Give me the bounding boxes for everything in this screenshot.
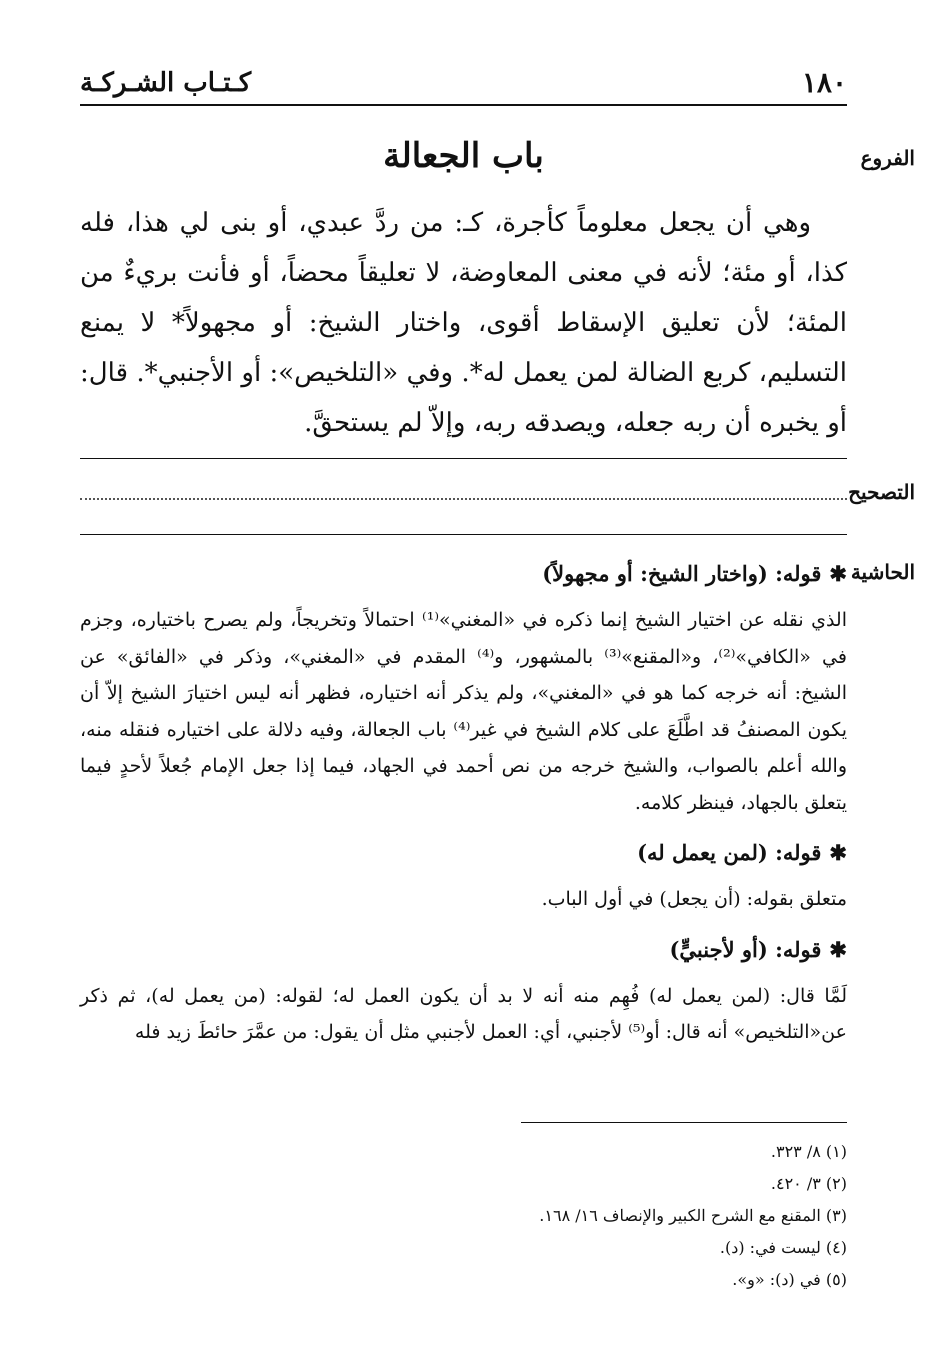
footnote: (٥) في (د): «و». bbox=[732, 1270, 847, 1289]
gloss-heading: قوله: (واختار الشيخ: أو مجهولاً) bbox=[542, 561, 822, 586]
page-number: ١٨٠ bbox=[801, 66, 847, 99]
footnote: (٤) ليست في: (د). bbox=[719, 1238, 847, 1257]
book-title: كـتـاب الشـركـة bbox=[80, 68, 252, 98]
asterisk-icon: ✱ bbox=[829, 561, 847, 586]
gloss-heading: قوله: (أو لأجنبيٍّ) bbox=[669, 936, 822, 962]
label-furu: الفروع bbox=[860, 146, 915, 170]
main-paragraph: وهي أن يجعل معلوماً كأجرة، كـ: من ردَّ عبدي، أو بنى لي هذا، فله كذا، أو مئة؛ لأنه في معنى المعاوضة، لا تعليقاً محضاً، أو فأنت بريءٌ من المئة؛ لأن تعليق الإسقاط أقوى، واختار الشيخ: أو مجهولاً* لا يمنع التسليم، كربع الضالة لمن يعمل له*. وفي «التلخيص»: أو الأجنبي*. قال: أو يخبره أن ربه جعله، ويصدقه ربه، وإلاّ لم يستحقَّ. bbox=[80, 208, 847, 438]
gloss-heading: قوله: (لمن يعمل له) bbox=[637, 840, 822, 865]
asterisk-icon: ✱ bbox=[829, 936, 847, 962]
hashia-section bbox=[80, 556, 847, 1065]
main-text bbox=[80, 198, 847, 448]
footnote: (١) ٨/ ٣٢٣. bbox=[770, 1142, 847, 1161]
label-hashia: الحاشية bbox=[850, 560, 915, 584]
header-rule bbox=[80, 104, 847, 106]
asterisk-icon: ✱ bbox=[829, 840, 847, 865]
section-rule-bottom bbox=[80, 534, 847, 535]
gloss-body: متعلق بقوله: (أن يجعل) في أول الباب. bbox=[541, 888, 847, 910]
running-header bbox=[80, 64, 847, 108]
gloss-body: لَمَّا قال: (لمن يعمل له) فُهِم منه أنه لا بد أن يكون العمل له؛ لقوله: (من يعمل له)، ثم ذكر عن«التلخيص» أنه قال: أو⁽⁵⁾ لأجنبي، أي: العمل لأجنبي مثل أن يقول: من عمَّرَ حائطَ زيد فله bbox=[80, 984, 847, 1043]
footnote: (٢) ٣/ ٤٢٠. bbox=[770, 1174, 847, 1193]
gloss-body: الذي نقله عن اختيار الشيخ إنما ذكره في «المغني»⁽¹⁾ احتمالاً وتخريجاً، ولم يصرح باختياره، وجزم في «الكافي»⁽²⁾، و«المقنع»⁽³⁾ بالمشهور، و⁽⁴⁾ المقدم في «المغني»، وذكر في «الفائق» عن الشيخ: أنه خرجه كما هو في «المغني»، ولم يذكر أنه اختياره، فظهر أنه ليس اختيارَ الشيخ إلاّ أن يكون المصنفُ قد اطَّلَعَ على كلام الشيخ في غير⁽⁴⁾ باب الجعالة، وفيه دلالة على اختياره فنقله منه، والله أعلم بالصواب، والشيخ خرجه من نص أحمد في الجهاد، فيما إذا جعل الإمام جُعلاً لأحدٍ فيما يتعلق بالجهاد، فينظر كلامه. bbox=[80, 609, 847, 814]
footnote: (٣) المقنع مع الشرح الكبير والإنصاف ١٦/ ١٦٨. bbox=[539, 1206, 847, 1225]
footnotes bbox=[80, 1136, 847, 1296]
gloss-3 bbox=[80, 932, 847, 1051]
tashih-dotted-line bbox=[80, 498, 847, 500]
label-tashih: التصحيح bbox=[848, 480, 915, 504]
section-rule-top bbox=[80, 458, 847, 459]
chapter-title: باب الجعالة bbox=[383, 136, 544, 176]
gloss-2 bbox=[80, 835, 847, 918]
gloss-1 bbox=[80, 556, 847, 821]
